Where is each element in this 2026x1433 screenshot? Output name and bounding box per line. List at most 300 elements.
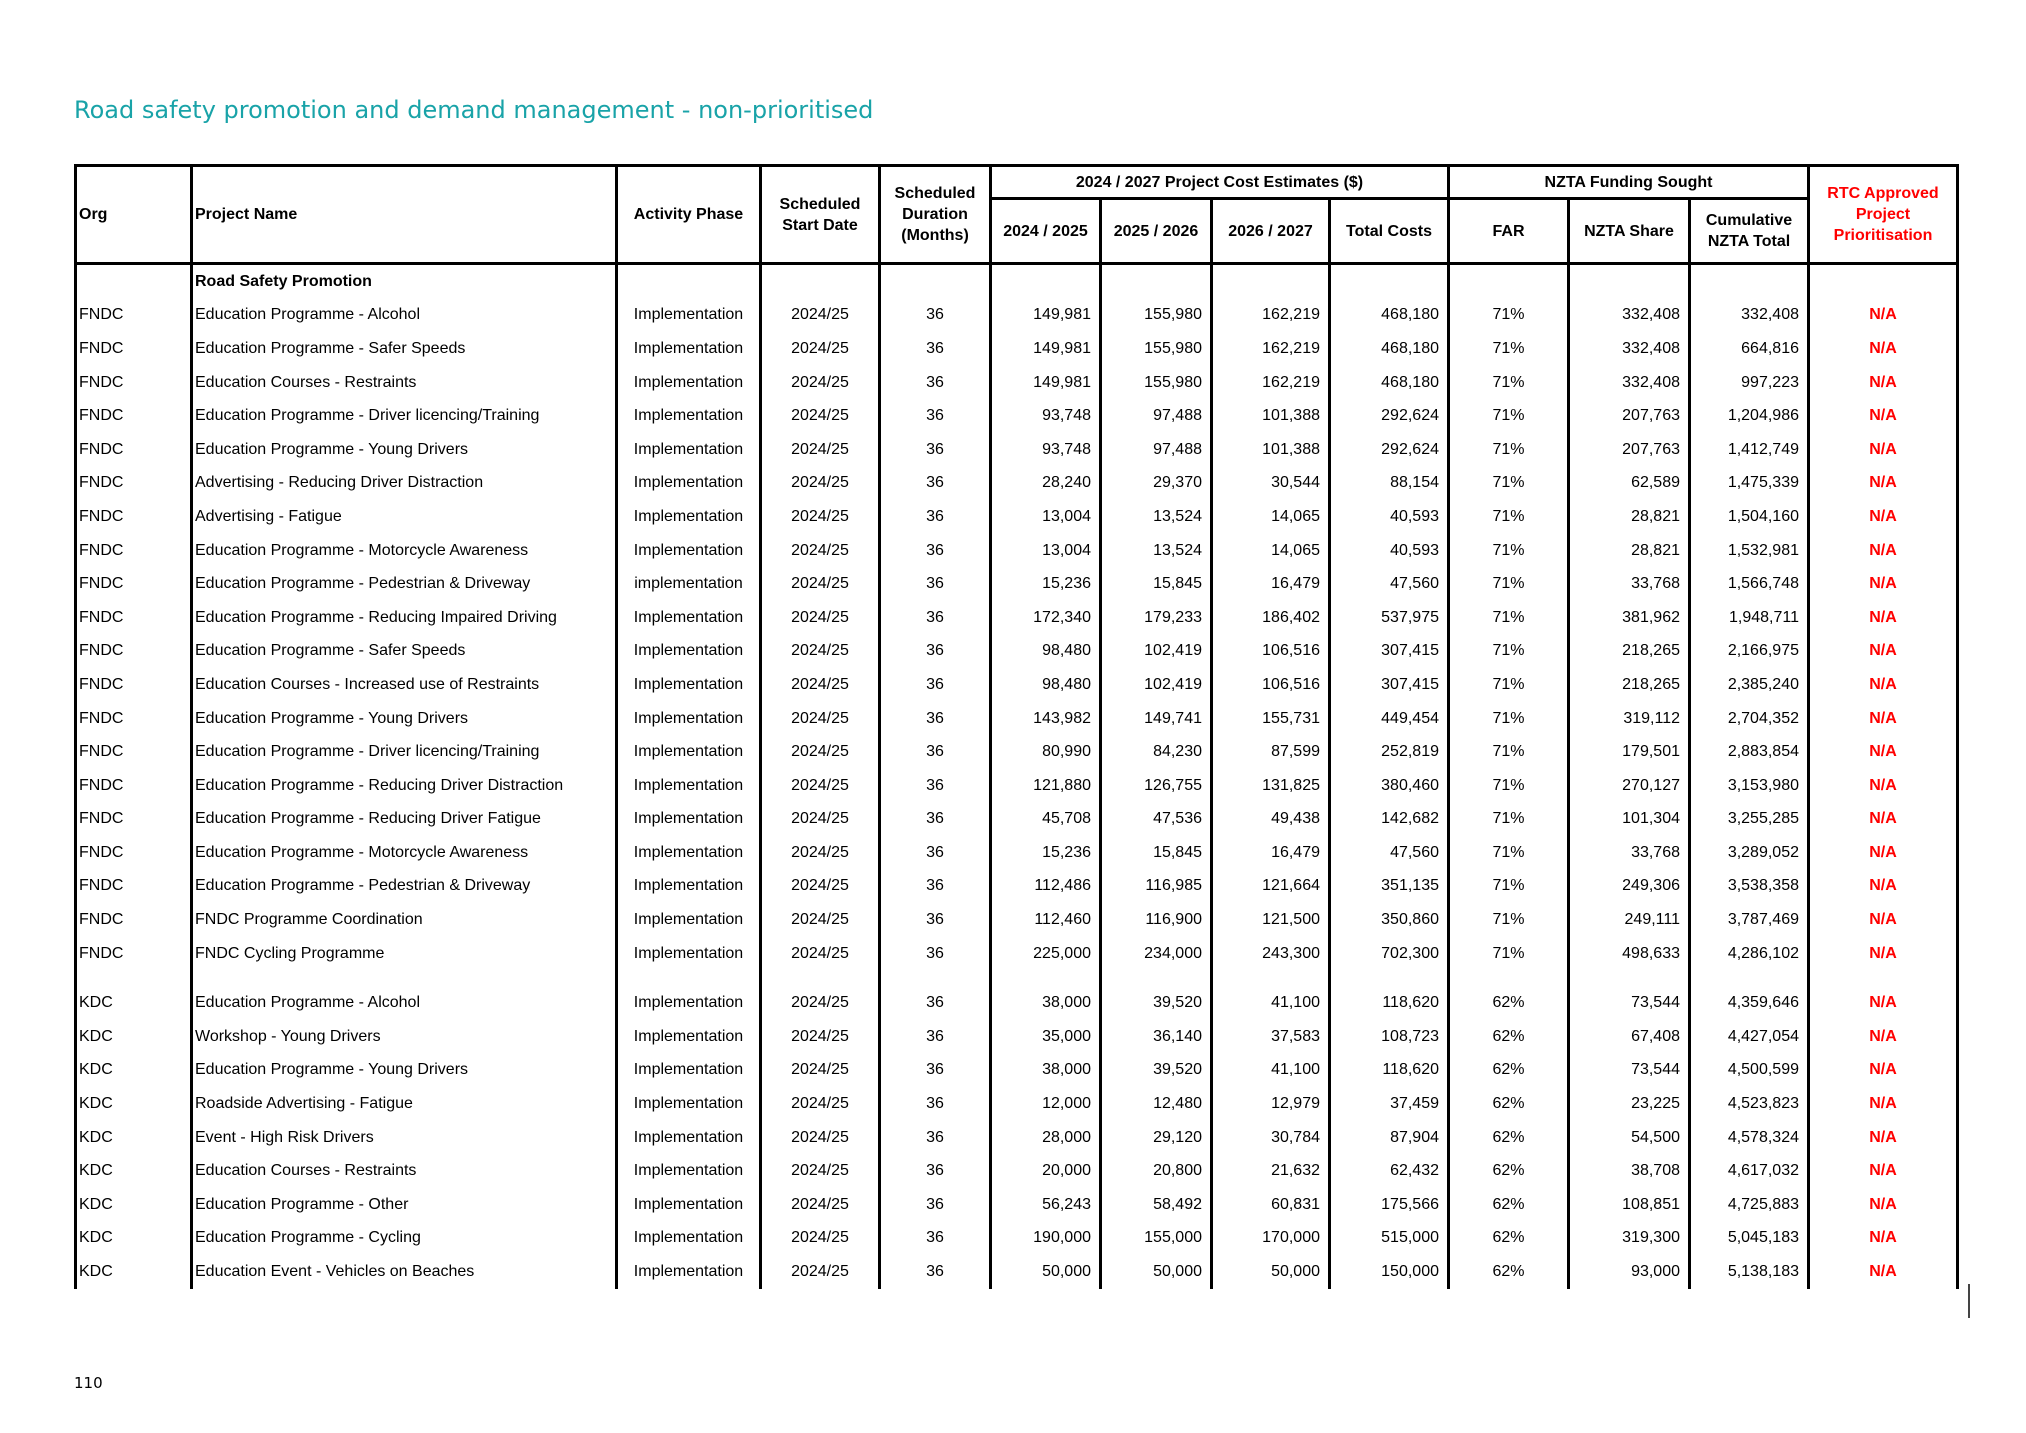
section-label: Road Safety Promotion bbox=[192, 264, 617, 299]
org-cell: KDC bbox=[76, 1121, 192, 1155]
rtc-prioritisation-cell: N/A bbox=[1809, 1020, 1958, 1054]
project-name-cell: FNDC Programme Coordination bbox=[192, 903, 617, 937]
start-date-cell: 2024/25 bbox=[761, 1222, 880, 1256]
cost-2025-2026-cell: 97,488 bbox=[1101, 399, 1212, 433]
project-name-cell: Education Programme - Alcohol bbox=[192, 986, 617, 1020]
start-date-cell: 2024/25 bbox=[761, 467, 880, 501]
total-costs-cell: 351,135 bbox=[1330, 870, 1449, 904]
far-cell: 62% bbox=[1449, 1255, 1569, 1289]
rtc-prioritisation-cell: N/A bbox=[1809, 1222, 1958, 1256]
cost-2026-2027-cell: 101,388 bbox=[1212, 399, 1330, 433]
activity-phase-cell: Implementation bbox=[617, 1087, 761, 1121]
cost-2024-2025-cell: 93,748 bbox=[991, 433, 1101, 467]
rtc-prioritisation-cell: N/A bbox=[1809, 836, 1958, 870]
activity-phase-cell: Implementation bbox=[617, 702, 761, 736]
cost-2025-2026-cell: 155,000 bbox=[1101, 1222, 1212, 1256]
table-row bbox=[76, 500, 1958, 534]
table-row bbox=[76, 366, 1958, 400]
total-costs-cell: 87,904 bbox=[1330, 1121, 1449, 1155]
cost-2024-2025-cell: 143,982 bbox=[991, 702, 1101, 736]
far-cell: 71% bbox=[1449, 903, 1569, 937]
start-date-cell: 2024/25 bbox=[761, 635, 880, 669]
nzta-share-cell: 33,768 bbox=[1569, 836, 1690, 870]
nzta-share-cell: 108,851 bbox=[1569, 1188, 1690, 1222]
rtc-prioritisation-cell: N/A bbox=[1809, 1255, 1958, 1289]
cost-2024-2025-cell: 121,880 bbox=[991, 769, 1101, 803]
cost-2026-2027-cell: 16,479 bbox=[1212, 836, 1330, 870]
total-costs-cell: 175,566 bbox=[1330, 1188, 1449, 1222]
cost-2026-2027-cell: 243,300 bbox=[1212, 937, 1330, 971]
far-cell: 71% bbox=[1449, 635, 1569, 669]
rtc-prioritisation-cell: N/A bbox=[1809, 735, 1958, 769]
nzta-share-cell: 73,544 bbox=[1569, 986, 1690, 1020]
project-name-cell: Education Programme - Reducing Driver Fatigue bbox=[192, 803, 617, 837]
cost-2026-2027-cell: 162,219 bbox=[1212, 366, 1330, 400]
table-row bbox=[76, 836, 1958, 870]
cost-2025-2026-cell: 116,900 bbox=[1101, 903, 1212, 937]
org-cell: FNDC bbox=[76, 836, 192, 870]
duration-cell: 36 bbox=[880, 1222, 991, 1256]
activity-phase-cell: Implementation bbox=[617, 803, 761, 837]
cumulative-total-cell: 3,787,469 bbox=[1690, 903, 1809, 937]
duration-cell: 36 bbox=[880, 1154, 991, 1188]
start-date-cell: 2024/25 bbox=[761, 769, 880, 803]
rtc-prioritisation-cell: N/A bbox=[1809, 500, 1958, 534]
cumulative-total-cell: 4,359,646 bbox=[1690, 986, 1809, 1020]
cost-2025-2026-cell: 15,845 bbox=[1101, 836, 1212, 870]
cumulative-total-cell: 3,538,358 bbox=[1690, 870, 1809, 904]
table-row bbox=[76, 1087, 1958, 1121]
table-row bbox=[76, 1188, 1958, 1222]
far-cell: 62% bbox=[1449, 1222, 1569, 1256]
start-date-cell: 2024/25 bbox=[761, 986, 880, 1020]
activity-phase-cell: Implementation bbox=[617, 1154, 761, 1188]
activity-phase-cell: Implementation bbox=[617, 1255, 761, 1289]
rtc-prioritisation-cell: N/A bbox=[1809, 1121, 1958, 1155]
rtc-prioritisation-cell: N/A bbox=[1809, 903, 1958, 937]
nzta-share-cell: 218,265 bbox=[1569, 635, 1690, 669]
cumulative-total-cell: 4,578,324 bbox=[1690, 1121, 1809, 1155]
cost-2024-2025-cell: 50,000 bbox=[991, 1255, 1101, 1289]
total-costs-cell: 350,860 bbox=[1330, 903, 1449, 937]
table-row bbox=[76, 986, 1958, 1020]
cost-2024-2025-cell: 38,000 bbox=[991, 986, 1101, 1020]
cost-2025-2026-cell: 102,419 bbox=[1101, 668, 1212, 702]
far-cell: 71% bbox=[1449, 769, 1569, 803]
far-cell: 71% bbox=[1449, 735, 1569, 769]
project-name-cell: Event - High Risk Drivers bbox=[192, 1121, 617, 1155]
project-name-cell: Education Programme - Young Drivers bbox=[192, 433, 617, 467]
duration-cell: 36 bbox=[880, 534, 991, 568]
nzta-share-cell: 179,501 bbox=[1569, 735, 1690, 769]
cost-2024-2025-cell: 56,243 bbox=[991, 1188, 1101, 1222]
cost-2024-2025-cell: 149,981 bbox=[991, 366, 1101, 400]
nzta-share-cell: 381,962 bbox=[1569, 601, 1690, 635]
cost-2024-2025-cell: 45,708 bbox=[991, 803, 1101, 837]
far-cell: 71% bbox=[1449, 534, 1569, 568]
cumulative-total-cell: 4,523,823 bbox=[1690, 1087, 1809, 1121]
cost-2026-2027-cell: 155,731 bbox=[1212, 702, 1330, 736]
nzta-share-cell: 319,112 bbox=[1569, 702, 1690, 736]
total-costs-cell: 37,459 bbox=[1330, 1087, 1449, 1121]
start-date-cell: 2024/25 bbox=[761, 836, 880, 870]
start-date-cell: 2024/25 bbox=[761, 1255, 880, 1289]
start-date-cell: 2024/25 bbox=[761, 1188, 880, 1222]
cost-2026-2027-cell: 37,583 bbox=[1212, 1020, 1330, 1054]
start-date-cell: 2024/25 bbox=[761, 735, 880, 769]
header-duration: Scheduled Duration (Months) bbox=[880, 166, 991, 264]
activity-phase-cell: Implementation bbox=[617, 903, 761, 937]
activity-phase-cell: Implementation bbox=[617, 870, 761, 904]
cost-2026-2027-cell: 106,516 bbox=[1212, 635, 1330, 669]
rtc-prioritisation-cell: N/A bbox=[1809, 702, 1958, 736]
header-2026-2027: 2026 / 2027 bbox=[1212, 199, 1330, 264]
cumulative-total-cell: 1,566,748 bbox=[1690, 567, 1809, 601]
org-cell: FNDC bbox=[76, 735, 192, 769]
cumulative-total-cell: 1,475,339 bbox=[1690, 467, 1809, 501]
header-activity-phase: Activity Phase bbox=[617, 166, 761, 264]
project-name-cell: Education Programme - Motorcycle Awareness bbox=[192, 534, 617, 568]
header-rtc-prioritisation: RTC Approved Project Prioritisation bbox=[1809, 166, 1958, 264]
total-costs-cell: 449,454 bbox=[1330, 702, 1449, 736]
rtc-prioritisation-cell: N/A bbox=[1809, 567, 1958, 601]
cost-2026-2027-cell: 16,479 bbox=[1212, 567, 1330, 601]
cost-2025-2026-cell: 234,000 bbox=[1101, 937, 1212, 971]
cumulative-total-cell: 664,816 bbox=[1690, 332, 1809, 366]
org-cell: KDC bbox=[76, 1087, 192, 1121]
far-cell: 71% bbox=[1449, 467, 1569, 501]
total-costs-cell: 380,460 bbox=[1330, 769, 1449, 803]
side-mark bbox=[1968, 1284, 1970, 1318]
total-costs-cell: 468,180 bbox=[1330, 366, 1449, 400]
org-cell: FNDC bbox=[76, 870, 192, 904]
total-costs-cell: 468,180 bbox=[1330, 332, 1449, 366]
duration-cell: 36 bbox=[880, 332, 991, 366]
table-row bbox=[76, 668, 1958, 702]
nzta-share-cell: 249,111 bbox=[1569, 903, 1690, 937]
far-cell: 71% bbox=[1449, 399, 1569, 433]
rtc-prioritisation-cell: N/A bbox=[1809, 433, 1958, 467]
project-name-cell: Education Programme - Young Drivers bbox=[192, 702, 617, 736]
table-row bbox=[76, 769, 1958, 803]
total-costs-cell: 47,560 bbox=[1330, 836, 1449, 870]
cost-2024-2025-cell: 12,000 bbox=[991, 1087, 1101, 1121]
duration-cell: 36 bbox=[880, 366, 991, 400]
total-costs-cell: 702,300 bbox=[1330, 937, 1449, 971]
duration-cell: 36 bbox=[880, 937, 991, 971]
start-date-cell: 2024/25 bbox=[761, 937, 880, 971]
project-name-cell: Education Programme - Other bbox=[192, 1188, 617, 1222]
duration-cell: 36 bbox=[880, 567, 991, 601]
start-date-cell: 2024/25 bbox=[761, 668, 880, 702]
nzta-share-cell: 319,300 bbox=[1569, 1222, 1690, 1256]
start-date-cell: 2024/25 bbox=[761, 332, 880, 366]
table-row bbox=[76, 635, 1958, 669]
org-cell: FNDC bbox=[76, 534, 192, 568]
activity-phase-cell: Implementation bbox=[617, 986, 761, 1020]
nzta-share-cell: 270,127 bbox=[1569, 769, 1690, 803]
org-cell: FNDC bbox=[76, 635, 192, 669]
duration-cell: 36 bbox=[880, 500, 991, 534]
activity-phase-cell: Implementation bbox=[617, 534, 761, 568]
table-row bbox=[76, 601, 1958, 635]
cumulative-total-cell: 5,045,183 bbox=[1690, 1222, 1809, 1256]
project-name-cell: Workshop - Young Drivers bbox=[192, 1020, 617, 1054]
project-name-cell: Education Event - Vehicles on Beaches bbox=[192, 1255, 617, 1289]
rtc-prioritisation-cell: N/A bbox=[1809, 534, 1958, 568]
start-date-cell: 2024/25 bbox=[761, 803, 880, 837]
table-row bbox=[76, 1020, 1958, 1054]
nzta-share-cell: 249,306 bbox=[1569, 870, 1690, 904]
far-cell: 71% bbox=[1449, 668, 1569, 702]
cumulative-total-cell: 1,948,711 bbox=[1690, 601, 1809, 635]
org-cell: FNDC bbox=[76, 567, 192, 601]
activity-phase-cell: Implementation bbox=[617, 635, 761, 669]
duration-cell: 36 bbox=[880, 601, 991, 635]
nzta-share-cell: 67,408 bbox=[1569, 1020, 1690, 1054]
table-row bbox=[76, 735, 1958, 769]
far-cell: 71% bbox=[1449, 937, 1569, 971]
project-name-cell: Education Programme - Driver licencing/Training bbox=[192, 399, 617, 433]
project-name-cell: Education Programme - Safer Speeds bbox=[192, 332, 617, 366]
cost-2025-2026-cell: 13,524 bbox=[1101, 534, 1212, 568]
start-date-cell: 2024/25 bbox=[761, 299, 880, 333]
total-costs-cell: 468,180 bbox=[1330, 299, 1449, 333]
cumulative-total-cell: 997,223 bbox=[1690, 366, 1809, 400]
rtc-prioritisation-cell: N/A bbox=[1809, 332, 1958, 366]
header-project-name: Project Name bbox=[192, 166, 617, 264]
nzta-share-cell: 498,633 bbox=[1569, 937, 1690, 971]
project-name-cell: Roadside Advertising - Fatigue bbox=[192, 1087, 617, 1121]
table-row bbox=[76, 903, 1958, 937]
far-cell: 62% bbox=[1449, 1154, 1569, 1188]
far-cell: 62% bbox=[1449, 1054, 1569, 1088]
header-total-costs: Total Costs bbox=[1330, 199, 1449, 264]
header-nzta-funding: NZTA Funding Sought bbox=[1449, 166, 1809, 199]
total-costs-cell: 307,415 bbox=[1330, 668, 1449, 702]
duration-cell: 36 bbox=[880, 803, 991, 837]
nzta-share-cell: 93,000 bbox=[1569, 1255, 1690, 1289]
cost-2024-2025-cell: 149,981 bbox=[991, 299, 1101, 333]
nzta-share-cell: 207,763 bbox=[1569, 399, 1690, 433]
cost-2024-2025-cell: 13,004 bbox=[991, 500, 1101, 534]
cost-2026-2027-cell: 41,100 bbox=[1212, 986, 1330, 1020]
total-costs-cell: 40,593 bbox=[1330, 500, 1449, 534]
activity-phase-cell: Implementation bbox=[617, 1222, 761, 1256]
org-cell: FNDC bbox=[76, 399, 192, 433]
cost-2026-2027-cell: 106,516 bbox=[1212, 668, 1330, 702]
total-costs-cell: 515,000 bbox=[1330, 1222, 1449, 1256]
cost-2026-2027-cell: 60,831 bbox=[1212, 1188, 1330, 1222]
cost-2025-2026-cell: 126,755 bbox=[1101, 769, 1212, 803]
org-cell: KDC bbox=[76, 1222, 192, 1256]
total-costs-cell: 307,415 bbox=[1330, 635, 1449, 669]
cost-2024-2025-cell: 15,236 bbox=[991, 836, 1101, 870]
duration-cell: 36 bbox=[880, 635, 991, 669]
cost-2026-2027-cell: 14,065 bbox=[1212, 534, 1330, 568]
activity-phase-cell: Implementation bbox=[617, 937, 761, 971]
rtc-prioritisation-cell: N/A bbox=[1809, 299, 1958, 333]
page-number: 110 bbox=[74, 1374, 103, 1392]
cumulative-total-cell: 3,153,980 bbox=[1690, 769, 1809, 803]
projects-table bbox=[74, 164, 1959, 1289]
org-cell: FNDC bbox=[76, 500, 192, 534]
cumulative-total-cell: 4,617,032 bbox=[1690, 1154, 1809, 1188]
cost-2025-2026-cell: 102,419 bbox=[1101, 635, 1212, 669]
activity-phase-cell: Implementation bbox=[617, 1188, 761, 1222]
start-date-cell: 2024/25 bbox=[761, 1121, 880, 1155]
table-row bbox=[76, 467, 1958, 501]
activity-phase-cell: Implementation bbox=[617, 1121, 761, 1155]
nzta-share-cell: 54,500 bbox=[1569, 1121, 1690, 1155]
cost-2026-2027-cell: 131,825 bbox=[1212, 769, 1330, 803]
far-cell: 71% bbox=[1449, 500, 1569, 534]
duration-cell: 36 bbox=[880, 702, 991, 736]
far-cell: 71% bbox=[1449, 433, 1569, 467]
start-date-cell: 2024/25 bbox=[761, 399, 880, 433]
start-date-cell: 2024/25 bbox=[761, 1154, 880, 1188]
far-cell: 71% bbox=[1449, 601, 1569, 635]
nzta-share-cell: 218,265 bbox=[1569, 668, 1690, 702]
duration-cell: 36 bbox=[880, 1054, 991, 1088]
cost-2026-2027-cell: 121,664 bbox=[1212, 870, 1330, 904]
header-start-date: Scheduled Start Date bbox=[761, 166, 880, 264]
activity-phase-cell: Implementation bbox=[617, 299, 761, 333]
cost-2024-2025-cell: 172,340 bbox=[991, 601, 1101, 635]
cost-2025-2026-cell: 29,120 bbox=[1101, 1121, 1212, 1155]
project-name-cell: Education Programme - Driver licencing/Training bbox=[192, 735, 617, 769]
duration-cell: 36 bbox=[880, 299, 991, 333]
cumulative-total-cell: 1,504,160 bbox=[1690, 500, 1809, 534]
cost-2026-2027-cell: 170,000 bbox=[1212, 1222, 1330, 1256]
far-cell: 71% bbox=[1449, 332, 1569, 366]
far-cell: 71% bbox=[1449, 299, 1569, 333]
nzta-share-cell: 101,304 bbox=[1569, 803, 1690, 837]
cost-2024-2025-cell: 20,000 bbox=[991, 1154, 1101, 1188]
org-cell: KDC bbox=[76, 986, 192, 1020]
rtc-prioritisation-cell: N/A bbox=[1809, 870, 1958, 904]
cumulative-total-cell: 332,408 bbox=[1690, 299, 1809, 333]
table-row bbox=[76, 1255, 1958, 1289]
project-name-cell: Education Programme - Pedestrian & Driveway bbox=[192, 567, 617, 601]
cost-2026-2027-cell: 41,100 bbox=[1212, 1054, 1330, 1088]
activity-phase-cell: Implementation bbox=[617, 366, 761, 400]
total-costs-cell: 118,620 bbox=[1330, 1054, 1449, 1088]
cost-2025-2026-cell: 39,520 bbox=[1101, 986, 1212, 1020]
start-date-cell: 2024/25 bbox=[761, 366, 880, 400]
cost-2026-2027-cell: 14,065 bbox=[1212, 500, 1330, 534]
nzta-share-cell: 207,763 bbox=[1569, 433, 1690, 467]
cost-2025-2026-cell: 116,985 bbox=[1101, 870, 1212, 904]
duration-cell: 36 bbox=[880, 668, 991, 702]
duration-cell: 36 bbox=[880, 1255, 991, 1289]
cost-2026-2027-cell: 87,599 bbox=[1212, 735, 1330, 769]
rtc-prioritisation-cell: N/A bbox=[1809, 635, 1958, 669]
group-spacer-row bbox=[76, 970, 1958, 986]
project-name-cell: Education Programme - Pedestrian & Driveway bbox=[192, 870, 617, 904]
duration-cell: 36 bbox=[880, 1087, 991, 1121]
cost-2024-2025-cell: 112,460 bbox=[991, 903, 1101, 937]
project-name-cell: Education Programme - Young Drivers bbox=[192, 1054, 617, 1088]
project-name-cell: Education Programme - Reducing Driver Distraction bbox=[192, 769, 617, 803]
cumulative-total-cell: 3,255,285 bbox=[1690, 803, 1809, 837]
far-cell: 71% bbox=[1449, 803, 1569, 837]
start-date-cell: 2024/25 bbox=[761, 567, 880, 601]
header-org: Org bbox=[76, 166, 192, 264]
far-cell: 62% bbox=[1449, 986, 1569, 1020]
activity-phase-cell: Implementation bbox=[617, 1020, 761, 1054]
table-row bbox=[76, 1154, 1958, 1188]
cumulative-total-cell: 2,883,854 bbox=[1690, 735, 1809, 769]
duration-cell: 36 bbox=[880, 836, 991, 870]
table-row bbox=[76, 567, 1958, 601]
far-cell: 71% bbox=[1449, 836, 1569, 870]
table-row bbox=[76, 1222, 1958, 1256]
cost-2026-2027-cell: 30,784 bbox=[1212, 1121, 1330, 1155]
org-cell: KDC bbox=[76, 1188, 192, 1222]
cumulative-total-cell: 5,138,183 bbox=[1690, 1255, 1809, 1289]
cumulative-total-cell: 4,500,599 bbox=[1690, 1054, 1809, 1088]
start-date-cell: 2024/25 bbox=[761, 1087, 880, 1121]
cost-2024-2025-cell: 13,004 bbox=[991, 534, 1101, 568]
rtc-prioritisation-cell: N/A bbox=[1809, 1054, 1958, 1088]
start-date-cell: 2024/25 bbox=[761, 903, 880, 937]
cost-2025-2026-cell: 155,980 bbox=[1101, 366, 1212, 400]
project-name-cell: Education Courses - Restraints bbox=[192, 1154, 617, 1188]
total-costs-cell: 150,000 bbox=[1330, 1255, 1449, 1289]
cost-2025-2026-cell: 84,230 bbox=[1101, 735, 1212, 769]
cost-2026-2027-cell: 162,219 bbox=[1212, 299, 1330, 333]
cost-2024-2025-cell: 98,480 bbox=[991, 668, 1101, 702]
rtc-prioritisation-cell: N/A bbox=[1809, 937, 1958, 971]
duration-cell: 36 bbox=[880, 399, 991, 433]
rtc-prioritisation-cell: N/A bbox=[1809, 769, 1958, 803]
cost-2025-2026-cell: 179,233 bbox=[1101, 601, 1212, 635]
table-row bbox=[76, 803, 1958, 837]
rtc-prioritisation-cell: N/A bbox=[1809, 668, 1958, 702]
start-date-cell: 2024/25 bbox=[761, 1020, 880, 1054]
nzta-share-cell: 73,544 bbox=[1569, 1054, 1690, 1088]
start-date-cell: 2024/25 bbox=[761, 534, 880, 568]
nzta-share-cell: 38,708 bbox=[1569, 1154, 1690, 1188]
start-date-cell: 2024/25 bbox=[761, 870, 880, 904]
cost-2024-2025-cell: 38,000 bbox=[991, 1054, 1101, 1088]
cumulative-total-cell: 3,289,052 bbox=[1690, 836, 1809, 870]
header-2025-2026: 2025 / 2026 bbox=[1101, 199, 1212, 264]
project-name-cell: Advertising - Reducing Driver Distraction bbox=[192, 467, 617, 501]
cumulative-total-cell: 4,725,883 bbox=[1690, 1188, 1809, 1222]
org-cell: FNDC bbox=[76, 366, 192, 400]
duration-cell: 36 bbox=[880, 986, 991, 1020]
cost-2026-2027-cell: 12,979 bbox=[1212, 1087, 1330, 1121]
project-name-cell: FNDC Cycling Programme bbox=[192, 937, 617, 971]
far-cell: 62% bbox=[1449, 1121, 1569, 1155]
cost-2026-2027-cell: 30,544 bbox=[1212, 467, 1330, 501]
start-date-cell: 2024/25 bbox=[761, 601, 880, 635]
activity-phase-cell: Implementation bbox=[617, 1054, 761, 1088]
cumulative-total-cell: 4,427,054 bbox=[1690, 1020, 1809, 1054]
cost-2024-2025-cell: 93,748 bbox=[991, 399, 1101, 433]
header-cumulative-total: Cumulative NZTA Total bbox=[1690, 199, 1809, 264]
duration-cell: 36 bbox=[880, 433, 991, 467]
cost-2025-2026-cell: 155,980 bbox=[1101, 332, 1212, 366]
org-cell: KDC bbox=[76, 1255, 192, 1289]
start-date-cell: 2024/25 bbox=[761, 1054, 880, 1088]
cumulative-total-cell: 2,704,352 bbox=[1690, 702, 1809, 736]
activity-phase-cell: Implementation bbox=[617, 332, 761, 366]
org-cell: FNDC bbox=[76, 467, 192, 501]
org-cell: KDC bbox=[76, 1020, 192, 1054]
